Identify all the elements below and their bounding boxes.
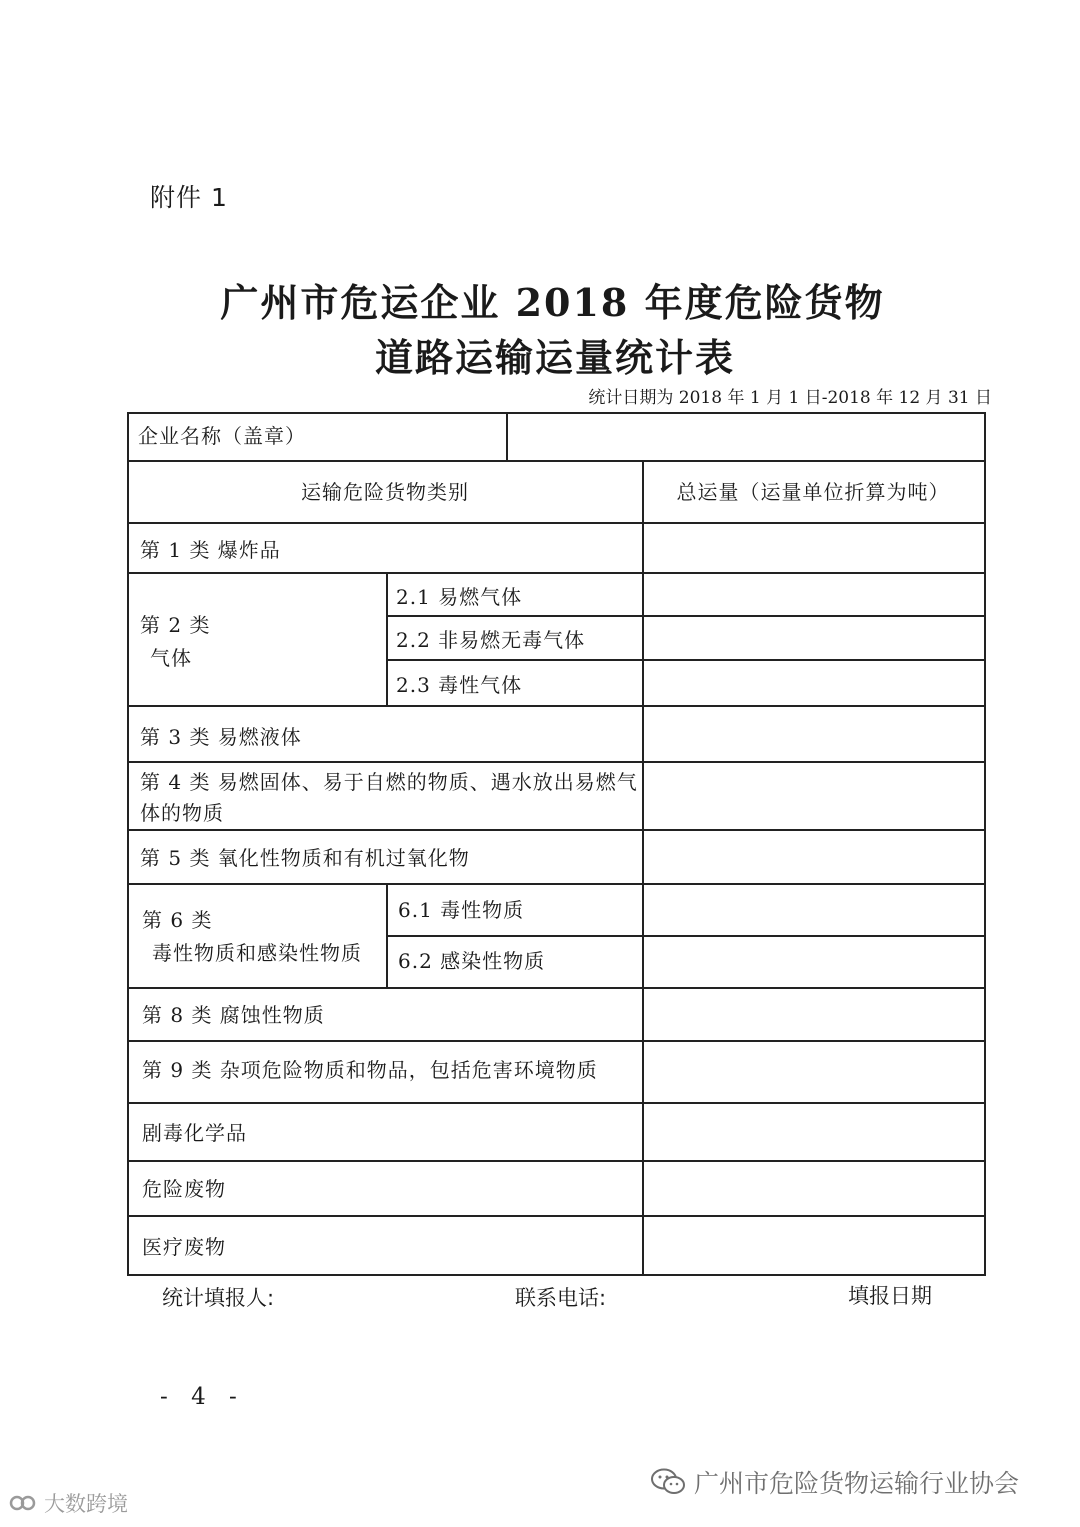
table-subcol-divider xyxy=(386,883,388,988)
watermark-right xyxy=(650,1464,1019,1500)
class2-sub-2-2: 2.2 非易燃无毒气体 xyxy=(396,628,586,652)
table-rule xyxy=(386,659,985,661)
table-rule xyxy=(127,1160,985,1162)
footer-date-label: 填报日期 xyxy=(848,1284,932,1308)
table-col-divider xyxy=(642,460,644,1275)
table-border-bottom xyxy=(127,1274,985,1276)
table-rule xyxy=(127,1215,985,1217)
table-rule xyxy=(127,1102,985,1104)
table-border-right xyxy=(984,412,986,1276)
highly-toxic-label: 剧毒化学品 xyxy=(142,1121,247,1145)
table-col-divider xyxy=(506,412,508,461)
class9-label: 第 9 类 杂项危险物质和物品，包括危害环境物质 xyxy=(142,1058,598,1082)
document-title-line1: 广州市危运企业 2018 年度危险货物 xyxy=(220,280,885,325)
table-rule xyxy=(127,572,985,574)
table-rule xyxy=(127,829,985,831)
hazardous-waste-label: 危险废物 xyxy=(142,1177,226,1201)
header-category: 运输危险货物类别 xyxy=(301,480,469,504)
table-rule xyxy=(127,1040,985,1042)
table-rule xyxy=(127,705,985,707)
table-rule xyxy=(127,522,985,524)
header-total-volume: 总运量（运量单位折算为吨） xyxy=(676,480,950,504)
class6-sub-6-2: 6.2 感染性物质 xyxy=(398,949,546,973)
class6-label-line1: 第 6 类 xyxy=(142,908,213,932)
table-rule xyxy=(127,761,985,763)
class2-label-line1: 第 2 类 xyxy=(140,613,211,637)
link-icon xyxy=(8,1492,38,1514)
class2-sub-2-1: 2.1 易燃气体 xyxy=(396,585,523,609)
company-name-label: 企业名称（盖章） xyxy=(138,424,306,448)
table-subcol-divider xyxy=(386,572,388,706)
table-rule xyxy=(127,883,985,885)
class6-sub-6-1: 6.1 毒性物质 xyxy=(398,898,525,922)
page-number: - 4 - xyxy=(160,1384,245,1410)
medical-waste-label: 医疗废物 xyxy=(142,1235,226,1259)
table-border-left xyxy=(127,412,129,1276)
watermark-left xyxy=(8,1488,128,1518)
class2-label-line2: 气体 xyxy=(150,646,192,670)
class6-label-line2: 毒性物质和感染性物质 xyxy=(152,941,362,965)
stat-period: 统计日期为 2018 年 1 月 1 日-2018 年 12 月 31 日 xyxy=(588,388,992,408)
class1-label: 第 1 类 爆炸品 xyxy=(140,538,281,562)
document-title-line2: 道路运输运量统计表 xyxy=(374,335,735,380)
table-rule xyxy=(127,987,985,989)
wechat-icon xyxy=(650,1467,686,1497)
watermark-right-text: 广州市危险货物运输行业协会 xyxy=(694,1469,1020,1498)
class5-label: 第 5 类 氧化性物质和有机过氧化物 xyxy=(140,846,470,870)
class3-label: 第 3 类 易燃液体 xyxy=(140,725,302,749)
table-rule xyxy=(386,935,985,937)
class8-label: 第 8 类 腐蚀性物质 xyxy=(142,1003,325,1027)
footer-phone-label: 联系电话: xyxy=(515,1286,607,1310)
attachment-label: 附件 1 xyxy=(150,183,228,212)
company-name-field[interactable] xyxy=(510,414,980,458)
watermark-left-text: 大数跨境 xyxy=(44,1492,128,1516)
class2-sub-2-3: 2.3 毒性气体 xyxy=(396,673,523,697)
footer-filler-label: 统计填报人: xyxy=(162,1286,275,1310)
table-rule xyxy=(386,615,985,617)
table-rule xyxy=(127,460,985,462)
class4-label: 第 4 类 易燃固体、易于自燃的物质、遇水放出易燃气体的物质 xyxy=(140,770,638,825)
